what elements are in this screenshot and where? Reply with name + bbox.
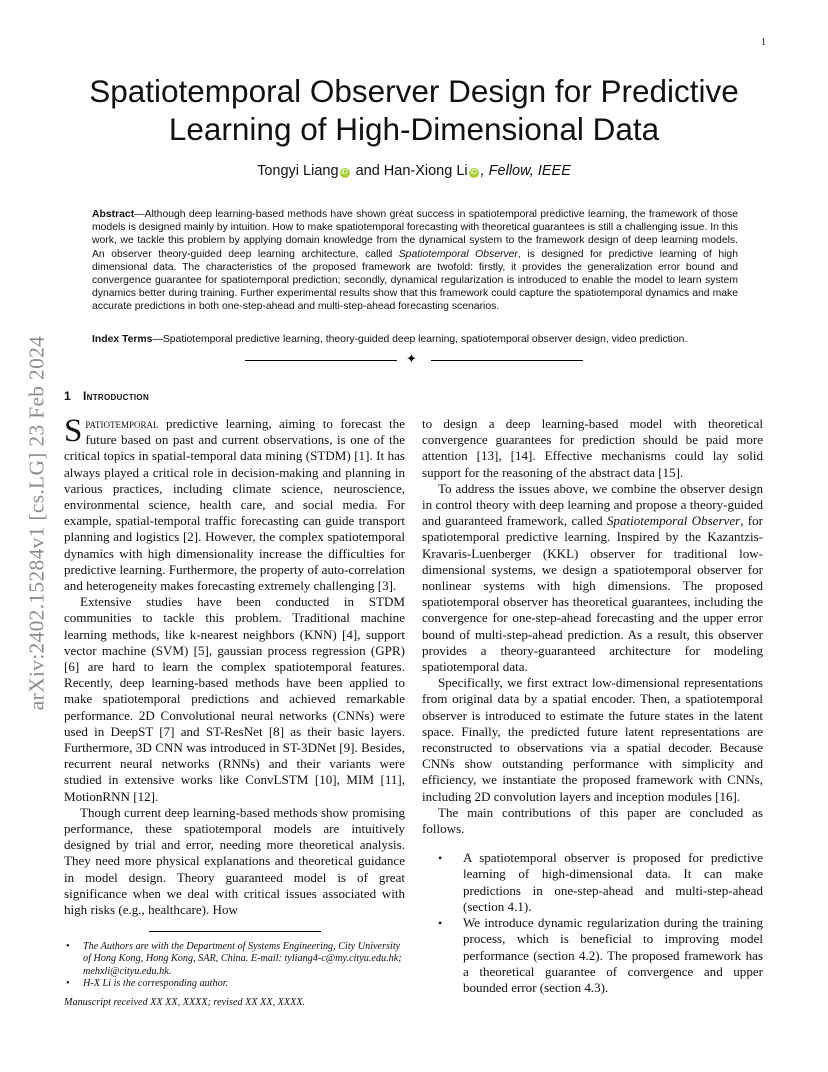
arxiv-stamp (22, 288, 52, 758)
intro-paragraph-1 (64, 413, 405, 594)
drop-cap: S (64, 413, 83, 449)
left-column (64, 413, 405, 918)
manuscript-note: Manuscript received XX XX, XXXX; revised XX XX, XXXX. (64, 996, 306, 1008)
orcid-icon[interactable]: iD (470, 169, 477, 176)
section-title: Introduction (82, 389, 150, 403)
orcid-icon[interactable]: iD (341, 169, 348, 176)
arxiv-stamp-text: arXiv:2402.15284v1 [cs.LG] 23 Feb 2024 (24, 335, 49, 711)
page-number: 1 (761, 37, 766, 48)
intro-paragraph-4: to design a deep learning-based model with theoretical convergence guarantees for prediction should be paid more attention [13], [14]. Effective mechanisms could lay solid support for the reasoning of the abstract data [15]. (422, 416, 763, 480)
divider-line-right (431, 360, 583, 361)
section-heading (64, 389, 149, 403)
intro-paragraph-3: Though current deep learning-based methods show promising performance, these spatiotemporal models are intuitively designed by trial and error, needing more theoretical analysis. They need more physical explanations and theoretical guidance in model design. Theory guaranteed model is of great significance when we deal with critical issues associated with high risks (e.g., healthcare). How (64, 804, 405, 918)
section-number: 1 (64, 389, 71, 403)
smallcaps-lead: patiotemporal (85, 416, 159, 431)
intro-paragraph-5: To address the issues above, we combine the observer design in control theory with deep learning and propose a theory-guided and guaranteed framework, called Spatiotemporal Observer, for spatiotemporal predictive learning. Inspired by the Kazantzis-Kravaris-Luenberger (KKL) observer for traditional low-dimensional systems, we design a spatiotemporal observer for nonlinear systems with high dimensions. The proposed spatiotemporal observer has theoretical guarantees, including the convergence for one-step-ahead forecasting and the upper error bound of multi-step-ahead prediction. As a result, this observer provides a theory-guaranteed architecture for modeling spatiotemporal data. (422, 480, 763, 675)
divider-star-icon: ✦ (406, 351, 417, 366)
author-suffix: , Fellow, IEEE (480, 163, 571, 179)
abstract-label: Abstract (92, 209, 135, 220)
intro-paragraph-6: Specifically, we first extract low-dimensional representations from original data by a spatial encoder. Then, a spatiotemporal observer is introduced to estimate the future states in the latent space. Finally, the predicted future latent representations are reconstructed to observations via a spatial decoder. Because CNNs show outstanding performance with simplicity and efficiency, we instantiate the proposed framework with CNNs, including 2D convolution layers and inception modules [16]. (422, 675, 763, 804)
contributions-list (422, 850, 763, 996)
paragraph-text: predictive learning, aiming to forecast the future based on past and current observations, is one of the critical topics in spatial-temporal data mining (STDM) [1]. It has always played a critical role in decision-making and planning in various practices, including climate science, neuroscience, environmental science, health care, and social media. For example, spatial-temporal traffic forecasting can guide transport planning and logistics [2]. However, the complex spatiotemporal dynamics with high dimensionality increase the difficulties for predictive learning. Furthermore, the property of auto-correlation and heterogeneity makes forecasting extremely challenging [3]. (64, 416, 405, 594)
abstract (92, 208, 738, 314)
title-line-2: Learning of High-Dimensional Data (168, 111, 660, 147)
intro-paragraph-7: The main contributions of this paper are concluded as follows. (422, 804, 763, 837)
abstract-text-1: —Although deep learning-based methods have shown great success in spatiotemporal predictive learning, the framework of those models is designed mainly by intuition. How to make spatiotemporal forecasting with theoretical guarantees is still a challenging issue. In this work, we tackle this problem by applying domain knowledge from the dynamical system to the framework design of deep learning models. An observer theory-guided deep learning architecture, called (92, 209, 738, 260)
author-conjunction: and (355, 163, 380, 179)
index-terms-text: —Spatiotemporal predictive learning, theory-guided deep learning, spatiotemporal observer design, video prediction. (152, 334, 688, 345)
abstract-text-2: , is designed for predictive learning of high dimensional data. The characteristics of the proposed framework are twofold: firstly, it provides the generalization error bound and convergence guarantee for spatiotemporal prediction; secondly, dynamical regularization is introduced to enable the model to learn system dynamics better during training. Further experimental results show that this framework could capture the spatiotemporal dynamics and make accurate predictions in both one-step-ahead and multi-step-ahead forecasting scenarios. (92, 248, 738, 313)
intro-paragraph-2: Extensive studies have been conducted in STDM communities to tackle this problem. Traditional machine learning methods, like k-nearest neighbors (KNN) [4], support vector machine (SVM) [5], gaussian process regression (GPR) [6] are hard to learn the complex spatiotemporal features. Recently, deep learning-based methods have been applied to make spatiotemporal predictions and achieved remarkable performance. 2D Convolutional neural networks (CNNs) were used in DeepST [7] and ST-ResNet [8] as their basic layers. Furthermore, 3D CNN was introduced in ST-3DNet [9]. Besides, recurrent neural networks (RNNs) and their variants were studied in extensive works like ConvLSTM [10], MIM [11], MotionRNN [12]. (64, 594, 405, 804)
list-item: • We introduce dynamic regularization during the training process, which is beneficial to improving model performance (section 4.2). The proposed framework has a theoretical guarantee of convergence and upper bounded error (section 4.3). (463, 915, 763, 996)
footnote-rule (149, 931, 321, 932)
paper-title (40, 72, 788, 148)
author-line (40, 163, 788, 179)
right-column (422, 416, 763, 996)
divider-line-left (245, 360, 397, 361)
title-line-1: Spatiotemporal Observer Design for Predictive (89, 73, 739, 109)
index-terms-label: Index Terms (92, 334, 153, 345)
section-divider (245, 353, 583, 367)
footnotes (64, 941, 405, 1009)
footnote-affiliation: • The Authors are with the Department of Systems Engineering, City University of Hong Kong, Hong Kong, SAR, China. E-mail: tyliang4-c@my.cityu.edu.hk; mehxli@cityu.edu.hk. (64, 941, 405, 978)
author-1-name: Tongyi Liang (257, 163, 339, 179)
abstract-emphasis: Spatiotemporal Observer (398, 248, 518, 260)
author-2-name: Han-Xiong Li (383, 163, 468, 179)
index-terms (92, 333, 738, 346)
emphasis-term: Spatiotemporal Observer (606, 513, 741, 529)
footnote-corresponding: • H-X Li is the corresponding author. (64, 978, 405, 990)
list-item: • A spatiotemporal observer is proposed for predictive learning of high-dimensional data. It can make predictions in one-step-ahead and multi-step-ahead (section 4.1). (463, 850, 763, 915)
